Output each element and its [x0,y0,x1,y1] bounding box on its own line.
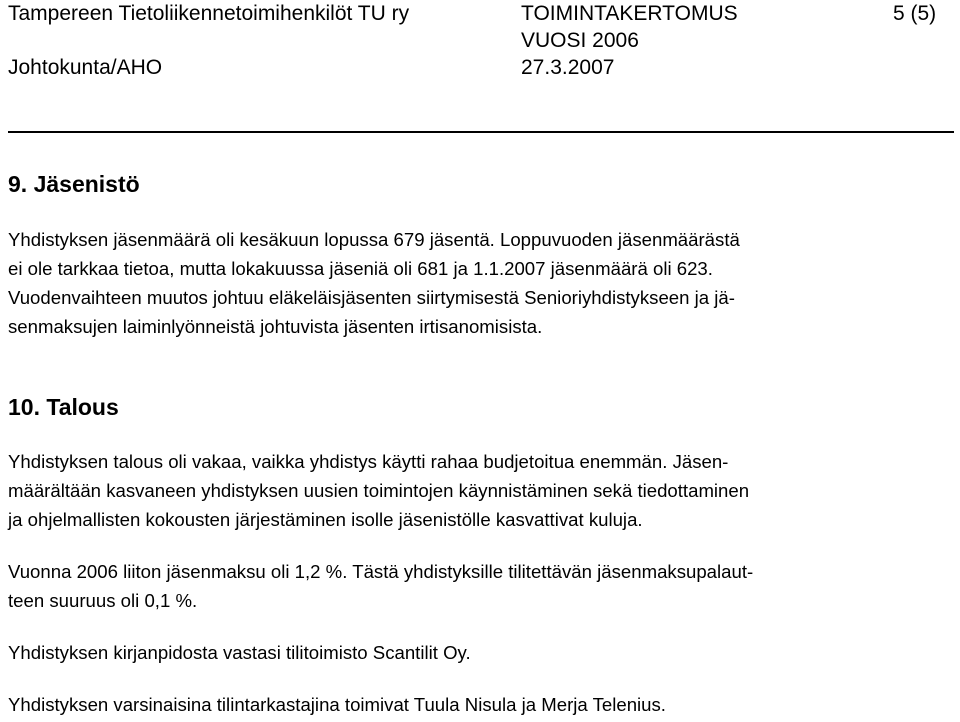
paragraph-line: ei ole tarkkaa tietoa, mutta lokakuussa jäseniä oli 681 ja 1.1.2007 jäsenmäärä oli 623. [8,258,713,279]
paragraph-line: Vuonna 2006 liiton jäsenmaksu oli 1,2 %. Tästä yhdistyksille tilitettävän jäsenmaksupalaut- [8,561,754,582]
header-date: 27.3.2007 [521,56,615,79]
section-heading: 10. Talous [8,394,119,420]
header-page-number: 5 (5) [893,2,937,25]
section-heading: 9. Jäsenistö [8,171,140,197]
paragraph-line: määrältään kasvaneen yhdistyksen uusien toimintojen käynnistäminen sekä tiedottaminen [8,480,750,501]
paragraph-line: senmaksujen laiminlyönneistä johtuvista jäsenten irtisanomisista. [8,316,543,337]
header-organization: Tampereen Tietoliikennetoimihenkilöt TU ry [8,2,410,25]
paragraph [8,447,954,534]
header-divider [8,131,954,133]
paragraph-line: Yhdistyksen jäsenmäärä oli kesäkuun lopussa 679 jäsentä. Loppuvuoden jäsenmäärästä [8,229,740,250]
paragraph-line: teen suuruus oli 0,1 %. [8,590,198,611]
paragraph-line: Vuodenvaihteen muutos johtuu eläkeläisjäsenten siirtymisestä Senioriyhdistykseen ja jä- [8,287,735,308]
header-doc-year: VUOSI 2006 [521,29,639,52]
paragraph-line: Yhdistyksen talous oli vakaa, vaikka yhdistys käytti rahaa budjetoitua enemmän. Jäsen- [8,451,729,472]
paragraph-line: ja ohjelmallisten kokousten järjestäminen isolle jäsenistölle kasvattivat kuluja. [8,509,643,530]
paragraph-line: Yhdistyksen kirjanpidosta vastasi tilitoimisto Scantilit Oy. [8,642,471,663]
header-department: Johtokunta/AHO [8,56,163,79]
paragraph [8,557,954,615]
paragraph [8,225,954,341]
paragraph [8,690,954,719]
paragraph-line: Yhdistyksen varsinaisina tilintarkastajina toimivat Tuula Nisula ja Merja Telenius. [8,694,666,715]
paragraph [8,638,954,667]
header-doc-title: TOIMINTAKERTOMUS [521,2,738,25]
